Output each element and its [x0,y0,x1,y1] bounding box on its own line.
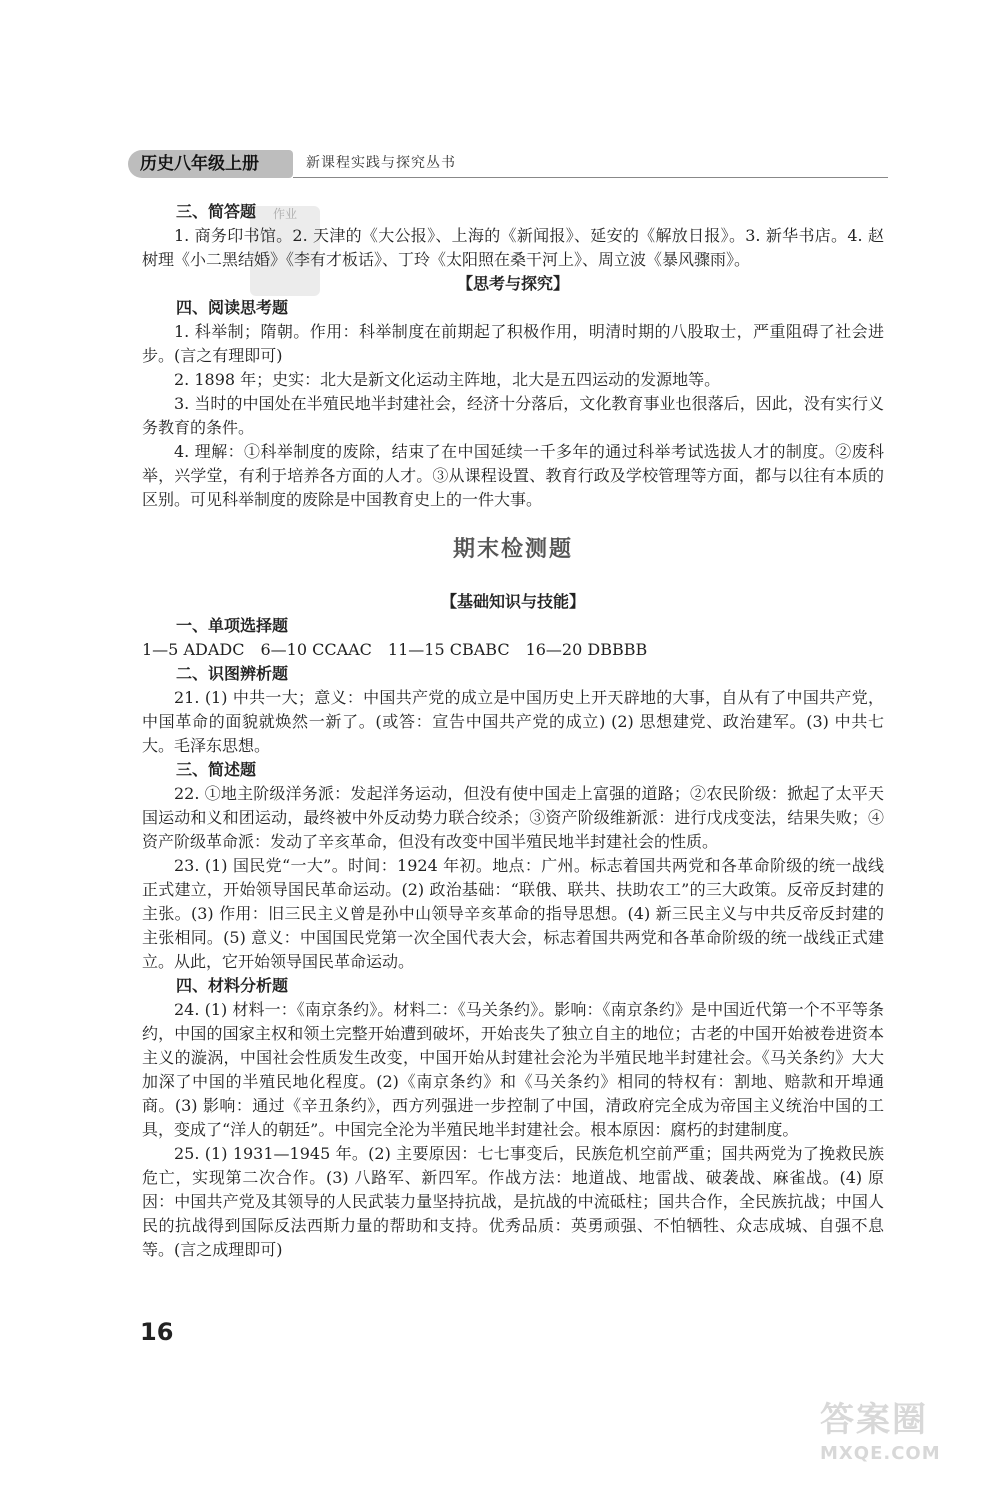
page-number: 16 [140,1318,174,1346]
watermark-stamp-text: 作业 [272,207,297,221]
page-content [142,200,884,1262]
page-header [128,150,888,178]
paragraph: 25. (1) 1931—1945 年。(2) 主要原因：七七事变后，民族危机空前严重；国共两党为了挽救民族危亡，实现第二次合作。(3) 八路军、新四军。作战方法：地道战、地雷战、破袭战、麻雀战。(4) 原因：中国共产党及其领导的人民武装力量坚持抗战，是抗战的中流砥柱；国共合作，全民族抗战；中国人民的抗战得到国际反法西斯力量的帮助和支持。优秀品质：英勇顽强、不怕牺牲、众志成城、自强不息等。(言之成理即可) [142,1144,884,1259]
section-heading: 四、材料分析题 [176,976,289,995]
section-heading: 二、识图辨析题 [176,664,289,683]
logo-text: 答案圈 [820,1400,928,1440]
band-heading: 【思考与探究】 [456,274,569,293]
book-tab: 历史八年级上册 [128,150,293,178]
paragraph: 1. 商务印书馆。2. 天津的《大公报》、上海的《新闻报》、延安的《解放日报》。3. 新华书店。4. 赵树理《小二黑结婚》《李有才板话》、丁玲《太阳照在桑干河上》、周立波《暴风骤雨》。 [142,226,884,269]
band-heading: 【基础知识与技能】 [440,592,585,611]
section-heading: 三、简述题 [176,760,257,779]
paragraph: 22. ①地主阶级洋务派：发起洋务运动，但没有使中国走上富强的道路；②农民阶级：掀起了太平天国运动和义和团运动，最终被中外反动势力联合绞杀；③资产阶级维新派：进行戊戌变法，结果失败；④资产阶级革命派：发动了辛亥革命，但没有改变中国半殖民地半封建社会的性质。 [142,784,884,851]
exam-title: 期末检测题 [452,537,573,562]
logo-url: MXQE.COM [820,1443,941,1464]
section-heading: 一、单项选择题 [176,616,289,635]
site-logo [820,1392,980,1484]
paragraph: 2. 1898 年；史实：北大是新文化运动主阵地，北大是五四运动的发源地等。 [174,370,721,389]
section-heading: 四、阅读思考题 [176,298,289,317]
series-title: 新课程实践与探究丛书 [306,155,456,171]
paragraph: 1. 科举制；隋朝。作用：科举制度在前期起了积极作用，明清时期的八股取士，严重阻碍了社会进步。(言之有理即可) [142,322,884,365]
section-heading: 三、简答题 [176,202,257,221]
header-rule [293,177,888,178]
paragraph: 3. 当时的中国处在半殖民地半封建社会，经济十分落后，文化教育事业也很落后，因此，没有实行义务教育的条件。 [142,394,884,437]
paragraph: 23. (1) 国民党“一大”。时间：1924 年初。地点：广州。标志着国共两党和各革命阶级的统一战线正式建立，开始领导国民革命运动。(2) 政治基础：“联俄、联共、扶助农工”的三大政策。反帝反封建的主张。(3) 作用：旧三民主义曾是孙中山领导辛亥革命的指导思想。(4) 新三民主义与中共反帝反封建的主张相同。(5) 意义：中国国民党第一次全国代表大会，标志着国共两党和各革命阶级的统一战线正式建立。从此，它开始领导国民革命运动。 [142,856,884,971]
paragraph: 21. (1) 中共一大；意义：中国共产党的成立是中国历史上开天辟地的大事，自从有了中国共产党，中国革命的面貌就焕然一新了。(或答：宣告中国共产党的成立) (2) 思想建党、政治建军。(3) 中共七大。毛泽东思想。 [142,688,884,755]
paragraph: 4. 理解：①科举制度的废除，结束了在中国延续一千多年的通过科举考试选拔人才的制度。②废科举，兴学堂，有利于培养各方面的人才。③从课程设置、教育行政及学校管理等方面，都与以往有本质的区别。可见科举制度的废除是中国教育史上的一件大事。 [142,442,884,509]
choice-answers: 1—5 ADADC 6—10 CCAAC 11—15 CBABC 16—20 DBBBB [142,640,648,659]
paragraph: 24. (1) 材料一：《南京条约》。材料二：《马关条约》。影响：《南京条约》是中国近代第一个不平等条约，中国的国家主权和领土完整开始遭到破坏，开始丧失了独立自主的地位；古老的中国开始被卷进资本主义的漩涡，中国社会性质发生改变，中国开始从封建社会沦为半殖民地半封建社会。《马关条约》大大加深了中国的半殖民地化程度。(2)《南京条约》和《马关条约》相同的特权有：割地、赔款和开埠通商。(3) 影响：通过《辛丑条约》，西方列强进一步控制了中国，清政府完全成为帝国主义统治中国的工具，变成了“洋人的朝廷”。中国完全沦为半殖民地半封建社会。根本原因：腐朽的封建制度。 [142,1000,884,1139]
